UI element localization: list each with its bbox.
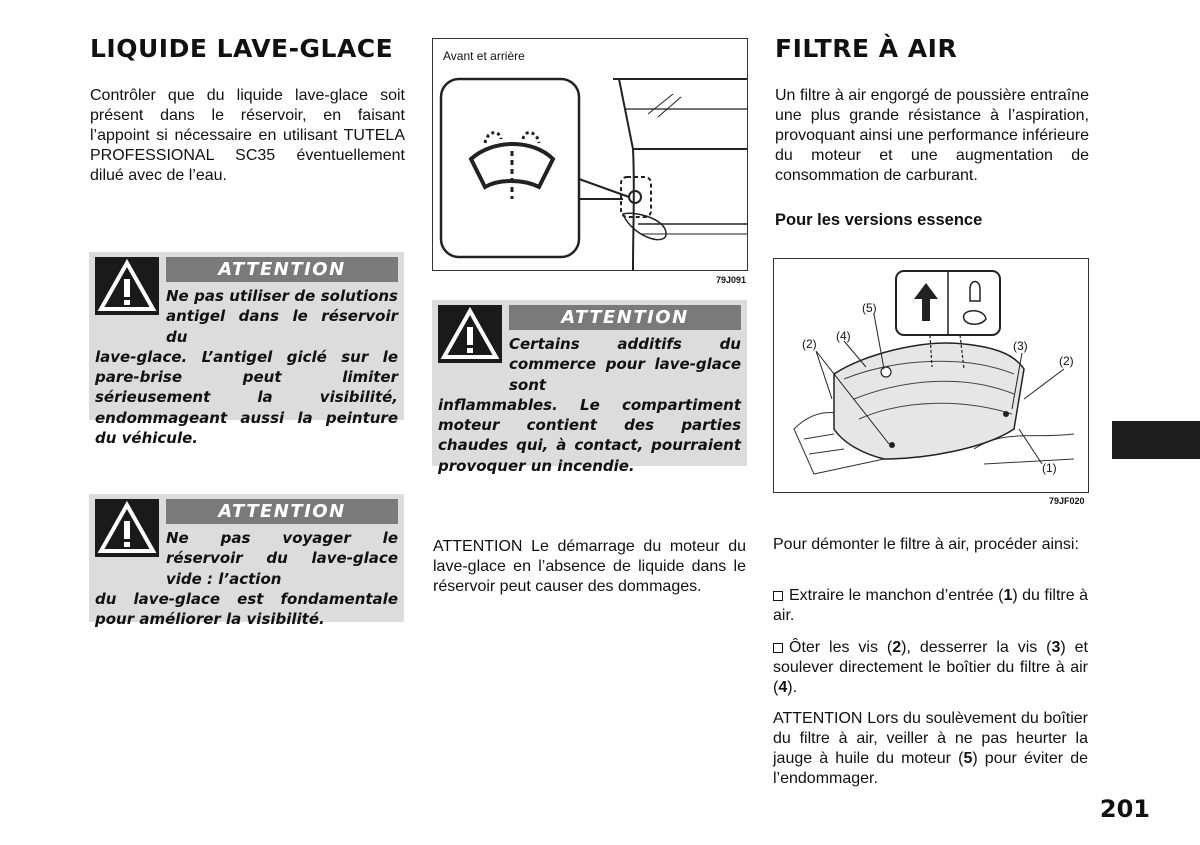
warning-box-antifreeze [89,252,404,448]
procedure-intro: Pour démonter le filtre à air, procéder ainsi: [773,536,1079,553]
checkbox-bullet-icon [773,591,783,601]
step-text: ), desserrer la vis ( [901,639,1052,656]
figure-caption: Avant et arrière [443,49,525,63]
figure-air-filter [773,258,1089,493]
callout-label-2-right: (2) [1059,354,1074,368]
note-text: ATTENTION Lors du soulèvement du boîtier du filtre à air, veiller à ne pas heurter la jauge à huile du moteur ( [773,710,1088,767]
callout-label-5: (5) [862,301,877,315]
note-ref: 5 [963,750,973,767]
warning-text [438,334,741,476]
step-text: Extraire le manchon d’entrée ( [789,587,1004,604]
step-text: ) du filtre à air. [773,587,1089,624]
warning-text-rest: inflammables. Le compartiment moteur contient des parties chaudes qui, à contact, pourraient provoquer un incendie. [438,395,741,475]
washer-reservoir-illustration [433,39,747,270]
section-title-air-filter: FILTRE À AIR [775,34,958,63]
section-title-washer-fluid: LIQUIDE LAVE-GLACE [90,34,394,63]
warning-text-first: Ne pas utiliser de solutions antigel dans le réservoir du [166,287,398,346]
checkbox-bullet-icon [773,643,783,653]
figure-code: 79JF020 [1049,496,1085,506]
warning-box-flammable [432,300,747,475]
air-filter-illustration [774,259,1088,492]
step-ref: 4 [778,679,788,696]
air-filter-intro: Un filtre à air engorgé de poussière entraîne une plus grande résistance à l’aspiration, provoquant ainsi une performance inférieure du moteur et une augmentation de consommation de carburant. [775,87,1089,184]
page-number: 201 [1099,795,1150,823]
callout-label-3: (3) [1013,339,1028,353]
callout-label-4: (4) [836,329,851,343]
warning-box-empty-reservoir [89,494,404,629]
dipstick-note [773,709,1088,789]
warning-label: ATTENTION [166,257,398,282]
figure-code: 79J091 [716,275,747,285]
procedure-step-1 [773,586,1088,626]
washer-motor-note: ATTENTION Le démarrage du moteur du lave-glace en l’absence de liquide dans le réservoir peut causer des dommages. [433,538,746,595]
warning-label: ATTENTION [509,305,741,330]
step-ref: 3 [1051,639,1061,656]
procedure-step-2 [773,638,1088,698]
warning-text-first: Ne pas voyager le réservoir du lave-glace vide : l’action [166,529,398,588]
warning-text-rest: du lave-glace est fondamentale pour améliorer la visibilité. [95,589,398,629]
subheading-petrol: Pour les versions essence [775,211,983,229]
callout-label-1: (1) [1042,461,1057,475]
step-ref: 1 [1003,587,1013,604]
warning-label: ATTENTION [166,499,398,524]
warning-text-rest: lave-glace. L’antigel giclé sur le pare-brise peut limiter sérieusement la visibilité, endommageant aussi la peinture du véhicule. [95,347,398,448]
figure-washer-reservoir [432,38,748,271]
chapter-tab-marker [1112,421,1200,459]
washer-fluid-intro: Contrôler que du liquide lave-glace soit présent dans le réservoir, en faisant l’appoint si nécessaire en utilisant TUTELA PROFESSIONAL SC35 éventuellement dilué avec de l’eau. [90,87,405,184]
callout-label-2-left: (2) [802,337,817,351]
warning-text-first: Certains additifs du commerce pour lave-glace sont [509,335,741,394]
step-text: ). [787,679,798,696]
note-text: ) pour éviter de l’endommager. [773,750,1089,787]
warning-text [95,286,398,448]
step-text: Ôter les vis ( [789,639,893,656]
step-ref: 2 [892,639,902,656]
step-text: ) et soulever directement le boîtier du filtre à air ( [773,639,1088,696]
warning-text [95,528,398,629]
